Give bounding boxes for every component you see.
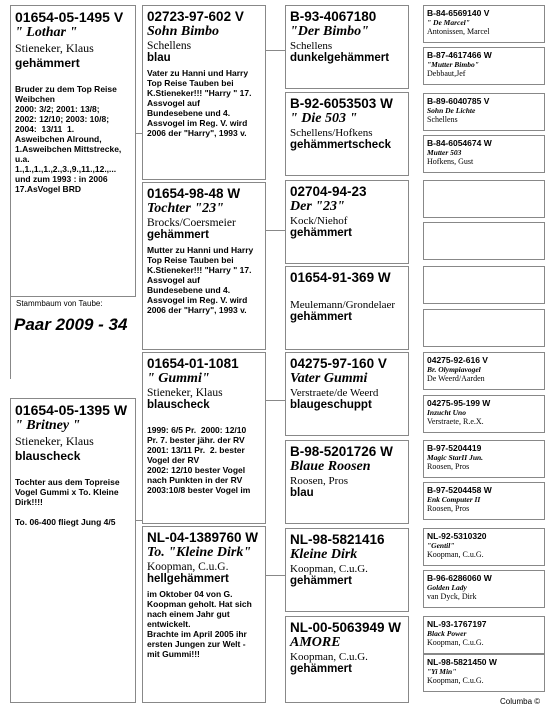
- sire-notes: Bruder zu dem Top Reise Weibchen 2000: 3/2; 2001: 13/8; 2002: 12/10; 2003: 10/8; 2004: 13/11 1. Asweibchen Alround, 1.Asweibchen Mittstrecke, u.a. 1.,1.,1.,1.,2.,3.,9.,11.,12.,... und zum 1993 : in 2006 17.AsVogel BRD: [15, 84, 122, 194]
- dam-ring-number: 01654-05-1395 W: [15, 402, 128, 418]
- gen4-card[interactable]: [423, 47, 545, 85]
- ring-number: 04275-92-616 V: [427, 355, 488, 365]
- ring-number: B-93-4067180: [290, 9, 377, 24]
- ring-number: B-98-5201726 W: [290, 444, 393, 459]
- gen4-card[interactable]: [423, 93, 545, 131]
- pigeon-name: Sohn Bimbo: [147, 24, 219, 39]
- gen4-card[interactable]: [423, 395, 545, 433]
- color: gehämmert: [290, 227, 352, 239]
- owner: De Weerd/Aarden: [427, 374, 485, 383]
- gen4-card[interactable]: [423, 570, 545, 608]
- gen3-card[interactable]: [285, 180, 409, 264]
- gen4-card-empty[interactable]: [423, 309, 545, 347]
- pigeon-name: Black Power: [427, 629, 467, 638]
- ring-number: NL-93-1767197: [427, 619, 487, 629]
- gen4-card-empty[interactable]: [423, 180, 545, 218]
- gen3-card[interactable]: [285, 440, 409, 524]
- ring-number: 04275-97-160 V: [290, 356, 387, 371]
- owner: Verstraete, R.e.X.: [427, 417, 484, 426]
- ring-number: B-84-6569140 V: [427, 8, 490, 18]
- pair-title: Paar 2009 - 34: [14, 315, 128, 334]
- color: gehämmert: [290, 311, 352, 323]
- connector-line: [135, 133, 142, 134]
- owner: Stieneker, Klaus: [147, 387, 223, 399]
- owner: Roosen, Pros: [427, 462, 470, 471]
- owner: Koopman, C.u.G.: [427, 676, 484, 685]
- ring-number: 02723-97-602 V: [147, 9, 244, 24]
- owner: Koopman, C.u.G.: [427, 638, 484, 647]
- notes: 1999: 6/5 Pr. 2000: 12/10 Pr. 7. bester jähr. der RV 2001: 13/11 Pr. 2. bester Vogel der RV 2002: 12/10 bester Vogel nach Punkten in der RV 2003:10/8 bester Vogel im: [147, 425, 251, 495]
- ring-number: NL-92-5310320: [427, 531, 487, 541]
- owner: Meulemann/Grondelaer: [290, 299, 396, 311]
- gen4-card[interactable]: [423, 482, 545, 520]
- ring-number: 01654-01-1081: [147, 356, 239, 371]
- gen4-card[interactable]: [423, 135, 545, 173]
- notes: Mutter zu Hanni und Harry Top Reise Tauben bei K.Stieneker!!! "Harry " 17. Assvogel auf Bundesebene und 4. Assvogel im Reg. V. wird 2006 der "Harry", 1993 v.: [147, 245, 254, 315]
- gen4-card[interactable]: [423, 616, 545, 654]
- pigeon-name: To. "Kleine Dirk": [147, 545, 252, 560]
- gen3-card[interactable]: [285, 92, 409, 176]
- gen4-card-empty[interactable]: [423, 266, 545, 304]
- ring-number: B-87-4617466 W: [427, 50, 492, 60]
- pigeon-name: " De Marcel": [427, 18, 470, 27]
- owner: Debbaut,Jef: [427, 69, 466, 78]
- color: gehämmert: [147, 229, 209, 241]
- owner: Koopman, C.u.G.: [290, 563, 368, 575]
- gen4-card[interactable]: [423, 440, 545, 478]
- ring-number: NL-98-5821416: [290, 532, 385, 547]
- pigeon-name: AMORE: [290, 635, 341, 650]
- ring-number: B-96-6286060 W: [427, 573, 492, 583]
- notes: Vater zu Hanni und Harry Top Reise Tauben bei K.Stieneker!!! "Harry " 17. Assvogel auf Bundesebene und 4. Assvogel im Reg. V. wird 2006 der "Harry", 1993 v.: [147, 68, 252, 138]
- pigeon-name: Sohn De Lichte: [427, 106, 476, 115]
- ring-number: NL-04-1389760 W: [147, 530, 259, 545]
- dam-color: blauscheck: [15, 449, 81, 463]
- owner: van Dyck, Dirk: [427, 592, 477, 601]
- footer-credit: Columba ©: [500, 697, 541, 706]
- owner: Schellens: [427, 115, 458, 124]
- sire-name: " Lothar ": [15, 25, 78, 40]
- sire-owner: Stieneker, Klaus: [15, 41, 94, 55]
- sire-ring-number: 01654-05-1495 V: [15, 9, 124, 25]
- color: blauscheck: [147, 399, 210, 411]
- connector-line: [265, 50, 285, 51]
- pigeon-name: Vater Gummi: [290, 371, 368, 386]
- color: dunkelgehämmert: [290, 52, 390, 64]
- owner: Antonissen, Marcel: [427, 27, 490, 36]
- ring-number: B-89-6040785 V: [427, 96, 490, 106]
- pigeon-name: "Mutter Bimbo": [427, 60, 479, 69]
- color: gehämmert: [290, 663, 352, 675]
- pigeon-name: [290, 285, 404, 299]
- owner: Koopman, C.u.G.: [147, 561, 229, 573]
- sire-card[interactable]: [10, 5, 136, 297]
- pigeon-name: Br. Olympiavogel: [427, 365, 481, 374]
- pigeon-name: Magic StarII Jun.: [427, 453, 484, 462]
- pigeon-name: "Gentil": [427, 541, 455, 550]
- dam-name: " Britney ": [15, 418, 81, 433]
- dam-card[interactable]: [10, 398, 136, 703]
- color: gehämmert: [290, 575, 352, 587]
- ring-number: 01654-91-369 W: [290, 270, 391, 285]
- owner: Schellens/Hofkens: [290, 127, 373, 139]
- gen3-card[interactable]: [285, 616, 409, 703]
- gen3-card[interactable]: [285, 352, 409, 436]
- gen3-card[interactable]: [285, 528, 409, 612]
- sire-color: gehämmert: [15, 56, 80, 70]
- pigeon-name: Tochter "23": [147, 201, 224, 216]
- gen3-card[interactable]: [285, 266, 409, 350]
- gen3-card[interactable]: [285, 5, 409, 89]
- gen4-card[interactable]: [423, 528, 545, 566]
- owner: Kock/Niehof: [290, 215, 348, 227]
- color: blaugeschuppt: [290, 399, 372, 411]
- connector-line: [265, 230, 285, 231]
- owner: Brocks/Coersmeier: [147, 217, 236, 229]
- ring-number: B-97-5204419: [427, 443, 482, 453]
- pigeon-name: Enk Computer II: [427, 495, 481, 504]
- owner: Koopman, C.u.G.: [427, 550, 484, 559]
- dam-notes: Tochter aus dem Topreise Vogel Gummi x To. Kleine Dirk!!!! To. 06-400 fliegt Jung 4/5: [15, 477, 120, 527]
- owner: Schellens: [147, 40, 192, 52]
- pigeon-name: Inzucht Uno: [427, 408, 466, 417]
- pigeon-name: Golden Lady: [427, 583, 467, 592]
- pigeon-name: "Yi Min": [427, 667, 457, 676]
- color: blau: [147, 52, 171, 64]
- sire-father-card[interactable]: [142, 5, 266, 180]
- color: gehämmertscheck: [290, 139, 391, 151]
- gen4-card[interactable]: [423, 352, 545, 390]
- connector-line: [265, 400, 285, 401]
- pigeon-name: " Gummi": [147, 371, 210, 386]
- owner: Schellens: [290, 40, 333, 52]
- ring-number: NL-00-5063949 W: [290, 620, 402, 635]
- pigeon-name: Der "23": [290, 199, 345, 214]
- connector-line: [10, 295, 11, 379]
- pigeon-name: Kleine Dirk: [290, 547, 358, 562]
- dam-father-card[interactable]: [142, 352, 266, 524]
- pedigree-label: Stammbaum von Taube:: [16, 299, 103, 308]
- ring-number: 04275-95-199 W: [427, 398, 491, 408]
- color: blau: [290, 487, 314, 499]
- owner: Roosen, Pros: [290, 475, 349, 487]
- dam-mother-card[interactable]: [142, 526, 266, 703]
- gen4-card[interactable]: [423, 654, 545, 692]
- notes: im Oktober 04 von G. Koopman geholt. Hat sich nach einem Jahr gut entwickelt. Brachte im April 2005 ihr ersten Jungen zur Welt - mit Gummi!!!: [147, 589, 252, 659]
- gen4-card[interactable]: [423, 5, 545, 43]
- sire-mother-card[interactable]: [142, 182, 266, 350]
- owner: Verstraete/de Weerd: [290, 387, 379, 399]
- pigeon-name: Mutter 503: [427, 148, 462, 157]
- owner: Koopman, C.u.G.: [290, 651, 368, 663]
- pigeon-name: Blaue Roosen: [290, 459, 371, 474]
- ring-number: 02704-94-23: [290, 184, 367, 199]
- ring-number: 01654-98-48 W: [147, 186, 241, 201]
- connector-line: [265, 575, 285, 576]
- gen4-card-empty[interactable]: [423, 222, 545, 260]
- connector-line: [135, 520, 142, 521]
- owner: Roosen, Pros: [427, 504, 470, 513]
- ring-number: B-92-6053503 W: [290, 96, 393, 111]
- ring-number: NL-98-5821450 W: [427, 657, 497, 667]
- ring-number: B-84-6054674 W: [427, 138, 492, 148]
- color: hellgehämmert: [147, 573, 229, 585]
- pigeon-name: " Die 503 ": [290, 111, 358, 126]
- owner: Hofkens, Gust: [427, 157, 474, 166]
- pigeon-name: "Der Bimbo": [290, 24, 369, 39]
- ring-number: B-97-5204458 W: [427, 485, 492, 495]
- dam-owner: Stieneker, Klaus: [15, 434, 94, 448]
